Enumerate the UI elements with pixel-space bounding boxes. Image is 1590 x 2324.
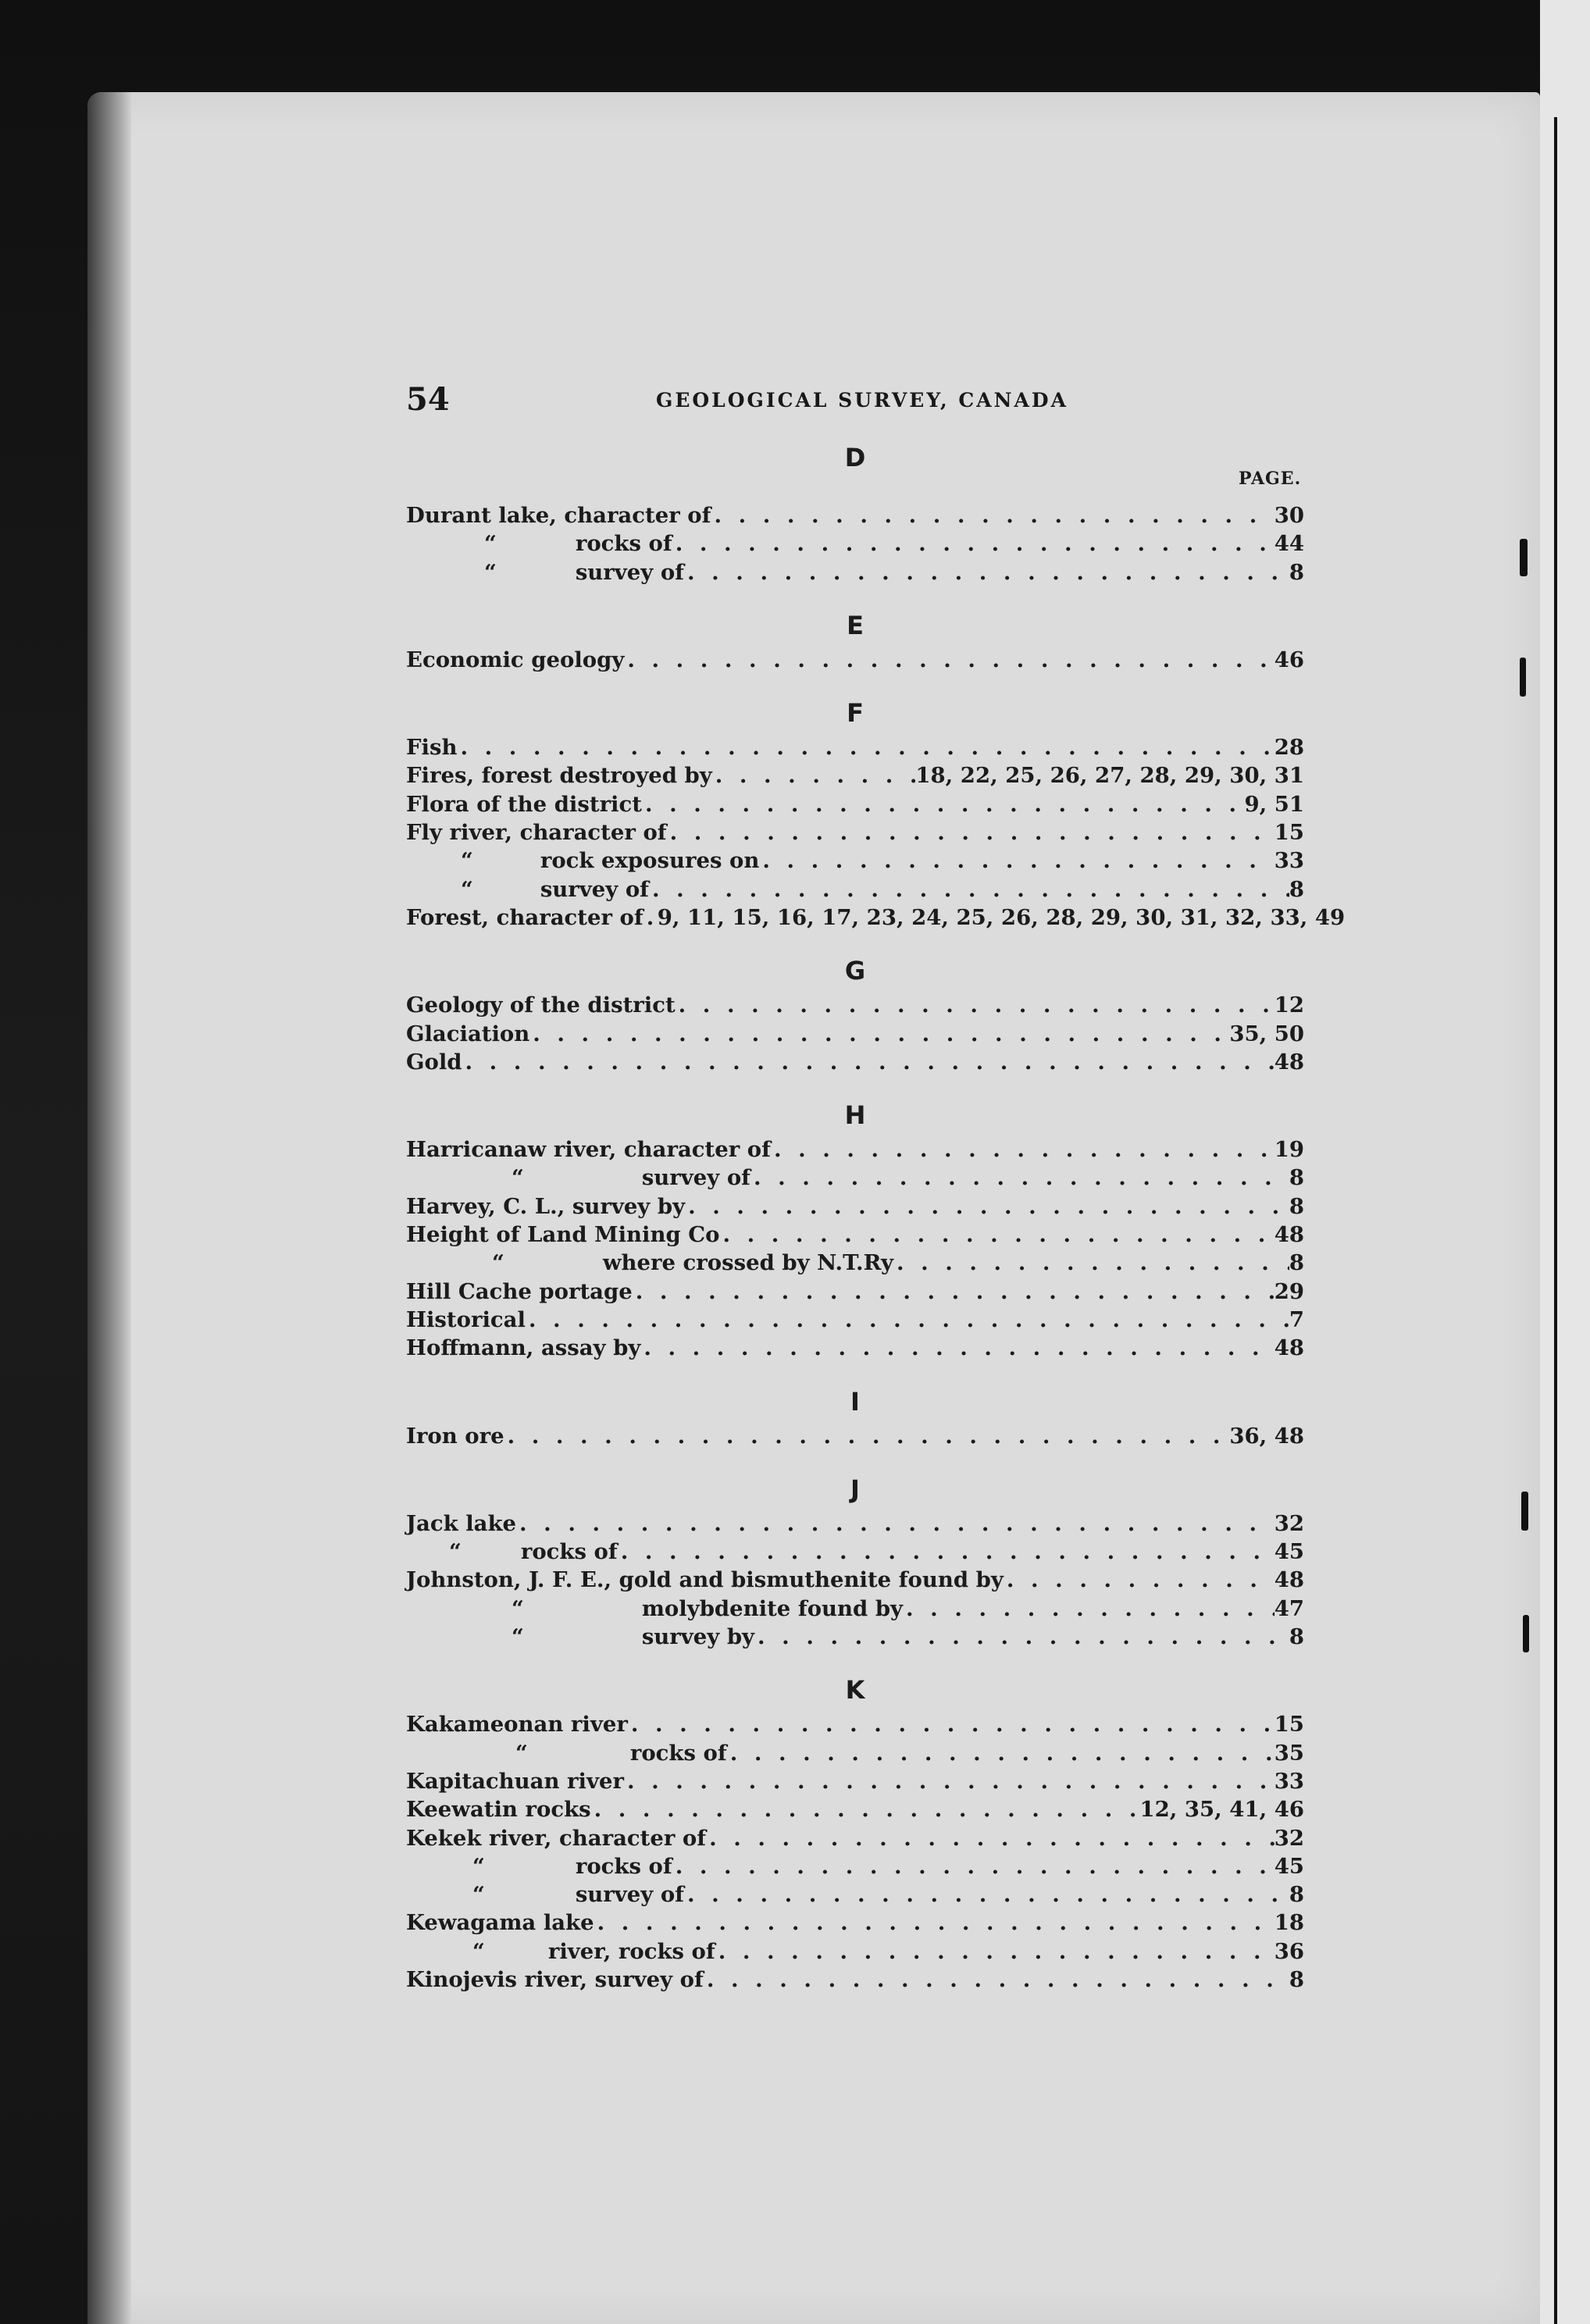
section-letter-i: I xyxy=(850,1386,860,1417)
dot-leader xyxy=(628,1710,1274,1738)
subentry-text: rock exposures on xyxy=(540,848,760,874)
dot-leader xyxy=(667,818,1274,847)
index-entry xyxy=(406,1623,1304,1651)
index-entry xyxy=(406,761,1304,790)
index-term: Fish xyxy=(406,735,458,761)
index-term: Kewagama lake xyxy=(406,1910,594,1936)
page-references: 45 xyxy=(1274,1853,1304,1879)
section-letter-e: E xyxy=(847,610,864,640)
section-letter-k: K xyxy=(845,1675,865,1706)
page-references: 48 xyxy=(1274,1567,1304,1593)
page-references: 45 xyxy=(1274,1539,1304,1565)
page-references: 12 xyxy=(1274,993,1304,1018)
dot-leader xyxy=(504,1422,1230,1450)
index-entry xyxy=(406,1710,1304,1738)
ditto-mark: “ xyxy=(512,1624,524,1650)
dot-leader xyxy=(618,1538,1274,1566)
dot-leader xyxy=(529,1020,1229,1048)
index-entry xyxy=(406,1538,1304,1566)
dot-leader xyxy=(706,1824,1274,1852)
index-term: Harvey, C. L., survey by xyxy=(406,1193,686,1219)
page-references: 44 xyxy=(1274,531,1304,557)
dot-leader xyxy=(903,1595,1274,1623)
index-entry xyxy=(406,646,1304,674)
dot-leader xyxy=(672,1852,1274,1880)
page-references: 9, 51 xyxy=(1244,791,1304,817)
index-entry xyxy=(406,1249,1304,1277)
dot-leader xyxy=(704,1966,1289,1994)
index-entry xyxy=(406,1909,1304,1937)
index-term: Fires, forest destroyed by xyxy=(406,763,712,789)
index-term: Durant lake, character of xyxy=(406,503,711,528)
dot-leader xyxy=(727,1739,1274,1767)
page-references: 19 xyxy=(1274,1137,1304,1163)
dot-leader xyxy=(672,529,1274,558)
index-list xyxy=(406,437,1346,1994)
ditto-mark: “ xyxy=(472,1938,485,1964)
subentry-text: survey of xyxy=(641,1165,750,1191)
index-entry xyxy=(406,1048,1304,1076)
subentry-text: survey of xyxy=(575,559,684,585)
scan-mark xyxy=(1520,658,1526,697)
dot-leader xyxy=(624,646,1274,674)
section-letter-f: F xyxy=(847,698,864,729)
index-entry xyxy=(406,1221,1304,1249)
index-entry xyxy=(406,1192,1304,1221)
dot-leader xyxy=(642,790,1244,818)
subentry-text: survey by xyxy=(641,1624,755,1650)
page-references: 8 xyxy=(1289,1165,1304,1191)
index-term: Kekek river, character of xyxy=(406,1825,707,1851)
subentry-text: rocks of xyxy=(575,1853,672,1879)
index-entry xyxy=(406,1306,1304,1334)
index-term: Historical xyxy=(406,1306,526,1332)
page-references: 9, 11, 15, 16, 17, 23, 24, 25, 26, 28, 29, 30, 31, 32, 33, 49 xyxy=(657,904,1346,930)
index-entry xyxy=(406,1937,1304,1966)
dot-leader xyxy=(684,1880,1289,1909)
page-header xyxy=(406,381,1304,428)
index-entry xyxy=(406,1767,1304,1795)
index-entry xyxy=(406,1795,1304,1823)
ditto-mark: “ xyxy=(461,848,473,874)
dot-leader xyxy=(771,1135,1274,1164)
index-term: Kakameonan river xyxy=(406,1712,628,1738)
page-references: 48 xyxy=(1274,1335,1304,1361)
index-term: Gold xyxy=(406,1049,462,1075)
dot-leader xyxy=(649,875,1289,904)
page-references: 30 xyxy=(1274,503,1304,528)
dot-leader xyxy=(643,904,658,932)
page-references: 15 xyxy=(1274,820,1304,846)
page-references: 7 xyxy=(1289,1306,1304,1332)
index-entry xyxy=(406,1566,1304,1594)
page-references: 8 xyxy=(1289,1624,1304,1650)
page-references: 8 xyxy=(1289,1250,1304,1276)
dot-leader xyxy=(684,558,1289,586)
dot-leader xyxy=(754,1623,1289,1651)
index-entry xyxy=(406,1966,1304,1994)
index-term: Johnston, J. F. E., gold and bismuthenite found by xyxy=(406,1567,1004,1593)
index-entry xyxy=(406,1510,1304,1538)
dot-leader xyxy=(685,1192,1289,1221)
subentry-text: rocks of xyxy=(520,1539,618,1565)
page-references: 33 xyxy=(1274,1768,1304,1794)
index-subentry-term xyxy=(406,1739,727,1767)
index-entry xyxy=(406,1020,1304,1048)
index-term: Height of Land Mining Co xyxy=(406,1222,720,1248)
index-subentry-term xyxy=(406,847,759,875)
index-term: Economic geology xyxy=(406,647,625,672)
page-references: 8 xyxy=(1289,1966,1304,1992)
dot-leader xyxy=(711,501,1274,529)
subentry-text: survey of xyxy=(575,1882,684,1908)
page-references: 28 xyxy=(1274,735,1304,761)
dot-leader xyxy=(676,991,1274,1019)
page-references: 12, 35, 41, 46 xyxy=(1139,1797,1304,1823)
scan-mark xyxy=(1521,1492,1528,1531)
subentry-text: rocks of xyxy=(629,1740,727,1766)
index-subentry-term xyxy=(406,1249,893,1277)
dot-leader xyxy=(1004,1566,1274,1594)
page-references: 48 xyxy=(1274,1222,1304,1248)
page-references: 48 xyxy=(1274,1049,1304,1075)
index-subentry-term xyxy=(406,1164,750,1192)
page-references: 47 xyxy=(1274,1595,1304,1621)
index-subentry-term xyxy=(406,1538,618,1566)
ditto-mark: “ xyxy=(461,876,473,902)
page-references: 29 xyxy=(1274,1278,1304,1304)
subentry-text: survey of xyxy=(540,876,649,902)
page-references: 8 xyxy=(1289,559,1304,585)
index-entry xyxy=(406,1422,1304,1450)
index-entry xyxy=(406,1135,1304,1164)
index-entry xyxy=(406,847,1304,875)
index-term: Hill Cache portage xyxy=(406,1278,633,1304)
index-subentry-term xyxy=(406,529,672,558)
adjacent-page-edge xyxy=(1540,0,1590,2324)
dot-leader xyxy=(640,1334,1274,1362)
index-entry xyxy=(406,733,1304,761)
dot-leader xyxy=(633,1278,1274,1306)
index-term: Fly river, character of xyxy=(406,820,667,846)
ditto-mark: “ xyxy=(484,559,497,585)
index-term: Harricanaw river, character of xyxy=(406,1137,771,1163)
index-term: Kapitachuan river xyxy=(406,1768,624,1794)
index-entry xyxy=(406,1164,1304,1192)
index-entry xyxy=(406,991,1304,1019)
subentry-text: molybdenite found by xyxy=(641,1595,904,1621)
scan-mark xyxy=(1520,539,1528,576)
dot-leader xyxy=(591,1795,1140,1823)
dot-leader xyxy=(712,761,916,790)
section-letter-j: J xyxy=(850,1474,860,1504)
page-references: 8 xyxy=(1289,876,1304,902)
index-entry xyxy=(406,1852,1304,1880)
dot-leader xyxy=(457,733,1274,761)
index-entry xyxy=(406,1595,1304,1623)
index-entry xyxy=(406,818,1304,847)
page-column-label: PAGE. xyxy=(1239,469,1302,489)
section-letter-h: H xyxy=(844,1100,866,1131)
index-term: Forest, character of xyxy=(406,904,643,930)
index-entry xyxy=(406,904,1346,932)
page-references: 36, 48 xyxy=(1229,1423,1304,1449)
ditto-mark: “ xyxy=(472,1853,485,1879)
dot-leader xyxy=(516,1510,1274,1538)
scan-mark xyxy=(1523,1615,1529,1652)
page-references: 32 xyxy=(1274,1825,1304,1851)
dot-leader xyxy=(893,1249,1289,1277)
section-letter-d: D xyxy=(844,443,866,472)
index-term: Geology of the district xyxy=(406,993,676,1018)
index-term: Hoffmann, assay by xyxy=(406,1335,641,1361)
index-entry xyxy=(406,1278,1304,1306)
index-term: Keewatin rocks xyxy=(406,1797,591,1823)
index-entry xyxy=(406,1824,1304,1852)
book-spine-shadow xyxy=(87,92,131,2324)
page-references: 36 xyxy=(1274,1938,1304,1964)
section-letter-g: G xyxy=(844,956,866,986)
ditto-mark: “ xyxy=(484,531,497,557)
index-entry xyxy=(406,1880,1304,1909)
subentry-text: river, rocks of xyxy=(547,1938,715,1964)
index-subentry-term xyxy=(406,1595,903,1623)
page-references: 8 xyxy=(1289,1193,1304,1219)
ditto-mark: “ xyxy=(515,1740,528,1766)
ditto-mark: “ xyxy=(449,1539,462,1565)
index-subentry-term xyxy=(406,1880,684,1909)
page-references: 18 xyxy=(1274,1910,1304,1936)
ditto-mark: “ xyxy=(512,1595,524,1621)
ditto-mark: “ xyxy=(492,1250,504,1276)
index-term: Flora of the district xyxy=(406,791,642,817)
subentry-text: where crossed by N.T.Ry xyxy=(602,1250,893,1276)
index-entry xyxy=(406,875,1304,904)
index-term: Jack lake xyxy=(406,1510,517,1536)
dot-leader xyxy=(462,1048,1274,1076)
index-entry xyxy=(406,501,1304,529)
index-entry xyxy=(406,558,1304,586)
page-references: 35 xyxy=(1274,1740,1304,1766)
index-subentry-term xyxy=(406,1937,715,1966)
dot-leader xyxy=(624,1767,1274,1795)
dot-leader xyxy=(526,1306,1289,1334)
index-subentry-term xyxy=(406,875,649,904)
index-entry xyxy=(406,1334,1304,1362)
page-references: 18, 22, 25, 26, 27, 28, 29, 30, 31 xyxy=(915,763,1304,789)
index-entry xyxy=(406,790,1304,818)
dot-leader xyxy=(719,1221,1274,1249)
page-number: 54 xyxy=(406,381,450,418)
dot-leader xyxy=(715,1937,1274,1966)
gutter-line xyxy=(1554,117,1557,2324)
page-references: 32 xyxy=(1274,1510,1304,1536)
index-term: Kinojevis river, survey of xyxy=(406,1966,704,1992)
index-term: Iron ore xyxy=(406,1423,504,1449)
subentry-text: rocks of xyxy=(575,531,672,557)
ditto-mark: “ xyxy=(512,1165,524,1191)
index-subentry-term xyxy=(406,1623,754,1651)
dot-leader xyxy=(759,847,1274,875)
index-entry xyxy=(406,529,1304,558)
ditto-mark: “ xyxy=(472,1882,485,1908)
index-subentry-term xyxy=(406,1852,672,1880)
index-term: Glaciation xyxy=(406,1021,530,1046)
page-references: 46 xyxy=(1274,647,1304,672)
page-references: 15 xyxy=(1274,1712,1304,1738)
index-entry xyxy=(406,1739,1304,1767)
page-references: 35, 50 xyxy=(1229,1021,1304,1046)
index-subentry-term xyxy=(406,558,684,586)
running-title: GEOLOGICAL SURVEY, CANADA xyxy=(656,389,1069,412)
dot-leader xyxy=(594,1909,1274,1937)
page-references: 8 xyxy=(1289,1882,1304,1908)
dot-leader xyxy=(750,1164,1289,1192)
page-references: 33 xyxy=(1274,848,1304,874)
